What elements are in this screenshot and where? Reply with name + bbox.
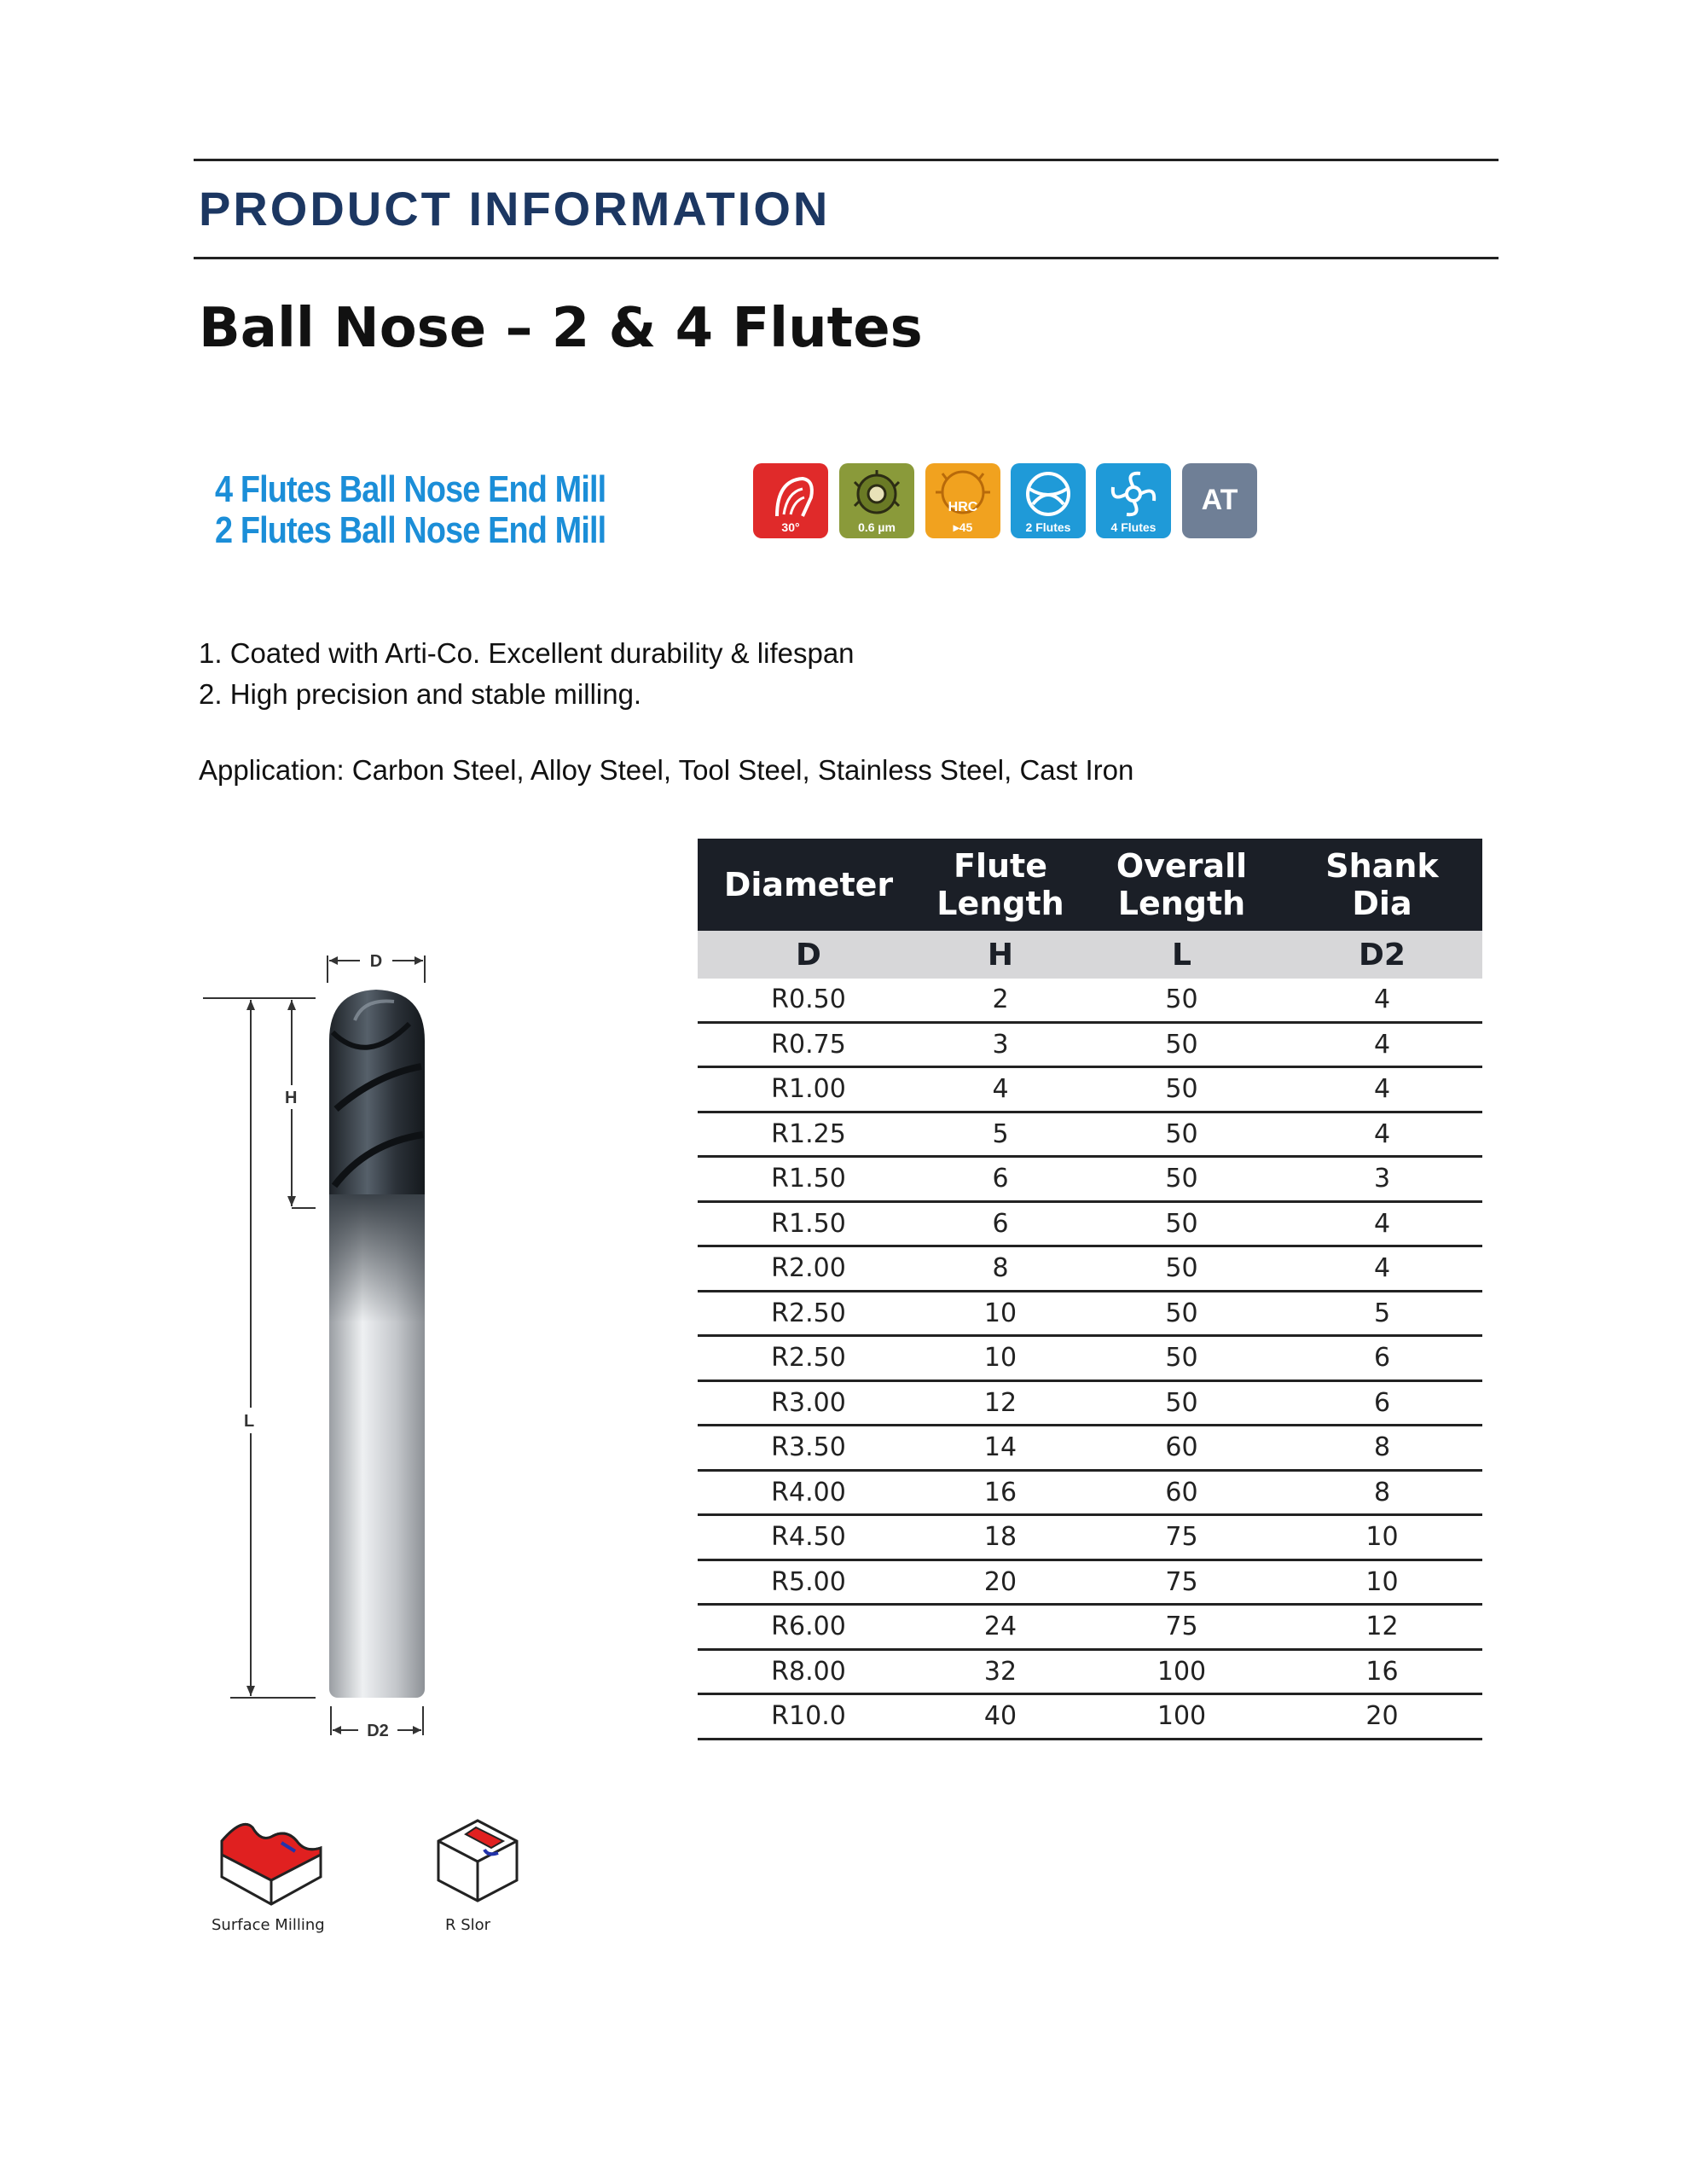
cell-shank-dia: 20 [1365,1701,1399,1732]
cell-diameter: R2.50 [771,1298,846,1328]
cell-overall-length: 50 [1165,985,1198,1015]
r-slot-icon [432,1815,525,1909]
header-shank-dia: Shank Dia [1325,847,1439,922]
feature-item: 2. High precision and stable milling. [199,678,642,710]
cell-shank-dia: 4 [1373,1118,1391,1149]
cell-diameter: R3.00 [771,1387,846,1418]
cell-flute-length: 6 [992,1164,1009,1194]
hardness-top-label: HRC [948,500,978,514]
table-row [698,1561,1482,1606]
cell-diameter: R5.00 [771,1566,846,1597]
table-body [698,979,1482,1740]
table-symbols-row [698,931,1482,979]
cell-flute-length: 40 [983,1701,1017,1732]
cell-diameter: R1.50 [771,1164,846,1194]
cell-flute-length: 14 [983,1432,1017,1463]
h-label: H [285,1089,298,1107]
helix-angle-icon [753,463,828,538]
table-row [698,1516,1482,1561]
grain-size-icon [839,463,914,538]
four-flutes-label: 4 Flutes [1110,520,1157,534]
cell-flute-length: 20 [983,1566,1017,1597]
cell-flute-length: 4 [992,1074,1009,1105]
table-row [698,1247,1482,1292]
cell-flute-length: 10 [983,1298,1017,1328]
table-row [698,1337,1482,1382]
cell-diameter: R0.75 [771,1029,846,1060]
table-row [698,979,1482,1024]
cell-flute-length: 32 [983,1656,1017,1687]
cell-overall-length: 75 [1165,1566,1198,1597]
cell-flute-length: 2 [992,985,1009,1015]
header-diameter: Diameter [723,866,894,903]
cell-shank-dia: 6 [1373,1343,1391,1374]
feature-item: 1. Coated with Arti-Co. Excellent durability & lifespan [199,637,855,669]
cell-overall-length: 50 [1165,1298,1198,1328]
cell-diameter: R1.00 [771,1074,846,1105]
cell-shank-dia: 10 [1365,1566,1399,1597]
surface-milling-icon [212,1815,331,1909]
surface-milling-label: Surface Milling [212,1916,325,1934]
cell-flute-length: 24 [983,1612,1017,1642]
cell-flute-length: 5 [992,1118,1009,1149]
r-slot-label: R Slor [445,1916,491,1934]
section-title: PRODUCT INFORMATION [199,182,831,235]
cell-diameter: R2.00 [771,1253,846,1284]
coating-label: AT [1201,484,1238,516]
two-flutes-icon [1011,463,1086,538]
cell-shank-dia: 8 [1373,1477,1391,1507]
table-row [698,1203,1482,1248]
hardness-label: ▸45 [953,520,973,534]
table-row [698,1113,1482,1159]
cell-flute-length: 8 [992,1253,1009,1284]
symbol-h: H [987,937,1014,973]
end-mill-diagram [196,938,452,1749]
cell-flute-length: 16 [983,1477,1017,1507]
cell-shank-dia: 4 [1373,1074,1391,1105]
cell-overall-length: 50 [1165,1118,1198,1149]
table-row [698,1651,1482,1696]
cell-flute-length: 18 [983,1522,1017,1553]
table-row [698,1695,1482,1740]
cell-overall-length: 50 [1165,1253,1198,1284]
cell-shank-dia: 8 [1373,1432,1391,1463]
symbol-d: D [796,937,821,973]
cell-diameter: R8.00 [771,1656,846,1687]
cell-diameter: R10.0 [771,1701,846,1732]
cell-shank-dia: 16 [1365,1656,1399,1687]
banner-line-1: 4 Flutes Ball Nose End Mill [215,468,606,510]
cell-flute-length: 10 [983,1343,1017,1374]
cell-shank-dia: 3 [1373,1164,1391,1194]
tool-flutes [329,990,425,1194]
cell-overall-length: 50 [1165,1074,1198,1105]
product-title: Ball Nose – 2 & 4 Flutes [199,297,923,360]
cell-diameter: R1.50 [771,1208,846,1239]
application-text: Application: Carbon Steel, Alloy Steel, Tool Steel, Stainless Steel, Cast Iron [199,754,1134,786]
cell-overall-length: 75 [1165,1612,1198,1642]
feature-list [199,633,855,715]
table-row [698,1292,1482,1338]
table-row [698,1024,1482,1069]
cell-shank-dia: 10 [1365,1522,1399,1553]
cell-overall-length: 50 [1165,1387,1198,1418]
cell-diameter: R0.50 [771,985,846,1015]
table-row [698,1426,1482,1472]
cell-shank-dia: 4 [1373,1029,1391,1060]
cell-flute-length: 3 [992,1029,1009,1060]
banner-line-2: 2 Flutes Ball Nose End Mill [215,509,606,551]
hardness-icon [925,463,1000,538]
d-label: D [369,952,383,971]
four-flutes-icon [1096,463,1171,538]
table-row [698,1606,1482,1651]
d2-label: D2 [367,1722,389,1740]
cell-shank-dia: 4 [1373,1208,1391,1239]
coating-icon [1182,463,1257,538]
helix-angle-label: 30° [781,520,800,534]
cell-shank-dia: 4 [1373,985,1391,1015]
cell-diameter: R6.00 [771,1612,846,1642]
two-flutes-label: 2 Flutes [1025,520,1071,534]
cell-overall-length: 60 [1165,1477,1198,1507]
header-overall-length: Overall Length [1116,847,1248,922]
cell-overall-length: 100 [1157,1656,1207,1687]
table-row [698,1068,1482,1113]
header-flute-length: Flute Length [936,847,1064,922]
table-header [698,839,1482,931]
grain-size-label: 0.6 µm [858,520,896,534]
cell-shank-dia: 5 [1373,1298,1391,1328]
cell-overall-length: 60 [1165,1432,1198,1463]
cell-flute-length: 6 [992,1208,1009,1239]
cell-overall-length: 50 [1165,1164,1198,1194]
cell-diameter: R1.25 [771,1118,846,1149]
spec-table [698,839,1482,1740]
table-row [698,1472,1482,1517]
cell-overall-length: 50 [1165,1343,1198,1374]
top-rule [194,159,1499,161]
table-row [698,1158,1482,1203]
cell-shank-dia: 6 [1373,1387,1391,1418]
product-banner [215,469,606,551]
cell-overall-length: 100 [1157,1701,1207,1732]
cell-diameter: R3.50 [771,1432,846,1463]
cell-overall-length: 50 [1165,1029,1198,1060]
cell-diameter: R2.50 [771,1343,846,1374]
cell-shank-dia: 12 [1365,1612,1399,1642]
cell-overall-length: 75 [1165,1522,1198,1553]
symbol-d2: D2 [1359,937,1406,973]
cell-overall-length: 50 [1165,1208,1198,1239]
cell-shank-dia: 4 [1373,1253,1391,1284]
table-row [698,1382,1482,1427]
cell-diameter: R4.00 [771,1477,846,1507]
symbol-l: L [1172,937,1191,973]
bottom-rule [194,257,1499,259]
cell-flute-length: 12 [983,1387,1017,1418]
l-label: L [244,1412,255,1431]
cell-diameter: R4.50 [771,1522,846,1553]
